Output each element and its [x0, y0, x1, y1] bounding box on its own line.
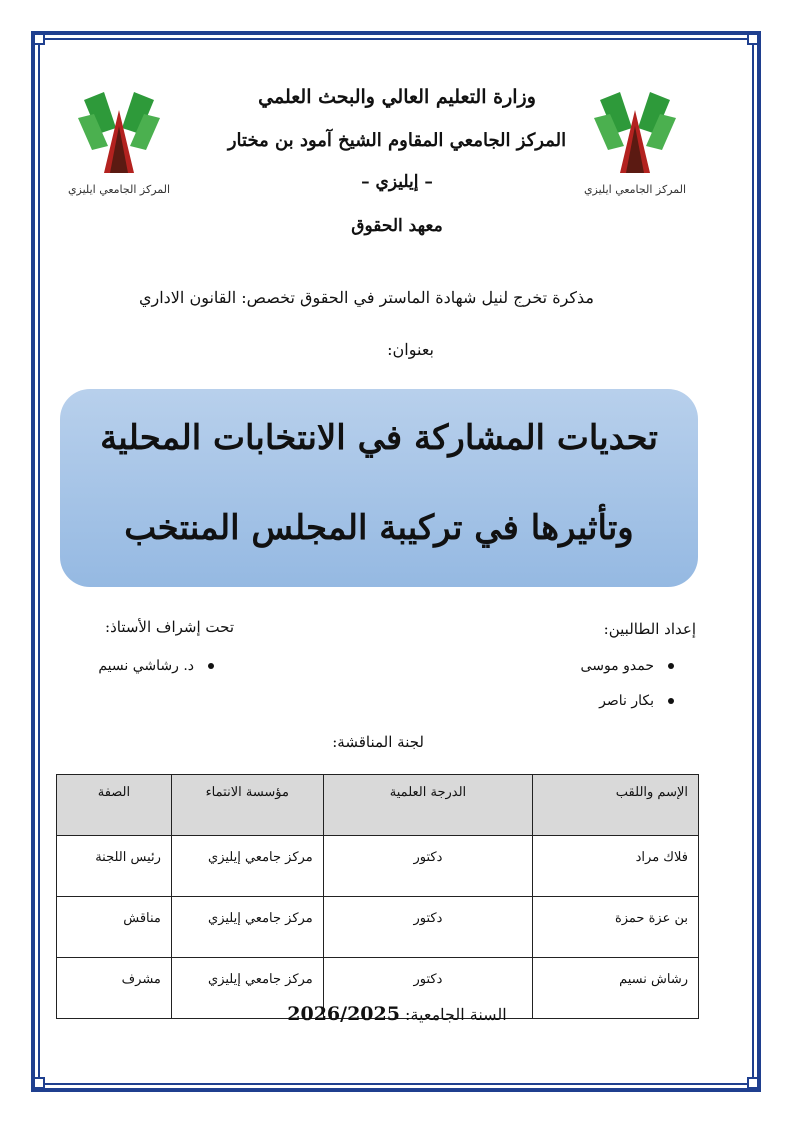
member-degree: دكتور [323, 897, 533, 958]
bullet-icon [208, 663, 214, 669]
academic-year-value: 2026/2025 [287, 1003, 400, 1025]
border-corner [747, 1077, 759, 1089]
city-name: – إيليزي – [361, 172, 433, 192]
ministry-name: وزارة التعليم العالي والبحث العلمي [258, 86, 536, 108]
students-label: إعداد الطالبين: [603, 620, 696, 638]
border-corner [747, 33, 759, 45]
committee-label: لجنة المناقشة: [332, 733, 424, 751]
member-institution: مركز جامعي إيليزي [171, 897, 323, 958]
table-header-row [57, 775, 699, 836]
title-intro: بعنوان: [387, 340, 434, 359]
table-row [57, 897, 699, 958]
bullet-icon [668, 698, 674, 704]
column-header: الصفة [57, 775, 172, 836]
logo-caption: المركز الجامعي ايليزي [67, 183, 171, 196]
academic-year-label: السنة الجامعية: [405, 1005, 507, 1024]
member-degree: دكتور [323, 836, 533, 897]
university-logo-right [580, 88, 690, 203]
member-name: فلاك مراد [533, 836, 699, 897]
bullet-icon [668, 663, 674, 669]
member-degree: دكتور [323, 958, 533, 1019]
academic-year [200, 1003, 594, 1025]
member-institution: مركز جامعي إيليزي [171, 958, 323, 1019]
thesis-title-line1: تحديات المشاركة في الانتخابات المحلية [100, 418, 658, 458]
committee-table [56, 774, 699, 1019]
memo-line: مذكرة تخرج لنيل شهادة الماستر في الحقوق تخصص: القانون الاداري [138, 288, 594, 307]
member-name: بن عزة حمزة [533, 897, 699, 958]
supervisor-name: د. رشاشي نسيم [98, 658, 194, 674]
column-header: مؤسسة الانتماء [171, 775, 323, 836]
student-name: حمدو موسى [580, 658, 654, 674]
member-institution: مركز جامعي إيليزي [171, 836, 323, 897]
thesis-title-line2: وتأثيرها في تركيبة المجلس المنتخب [124, 508, 634, 548]
supervisor-item [98, 658, 214, 674]
student-item [581, 658, 674, 674]
supervisor-label: تحت إشراف الأستاذ: [105, 618, 234, 636]
university-logo-left [64, 88, 174, 203]
institute-name: معهد الحقوق [351, 216, 443, 236]
logo-caption: المركز الجامعي ايليزي [583, 183, 687, 196]
table-row [57, 836, 699, 897]
center-name: المركز الجامعي المقاوم الشيخ آمود بن مختار [227, 130, 567, 151]
logo-emblem-icon [64, 88, 174, 183]
member-role: رئيس اللجنة [57, 836, 172, 897]
logo-emblem-icon [580, 88, 690, 183]
column-header: الدرجة العلمية [323, 775, 533, 836]
member-role: مشرف [57, 958, 172, 1019]
student-name: بكار ناصر [599, 693, 654, 709]
column-header: الإسم واللقب [533, 775, 699, 836]
border-corner [33, 33, 45, 45]
student-item [599, 693, 674, 709]
member-name: رشاش نسيم [533, 958, 699, 1019]
border-corner [33, 1077, 45, 1089]
member-role: مناقش [57, 897, 172, 958]
